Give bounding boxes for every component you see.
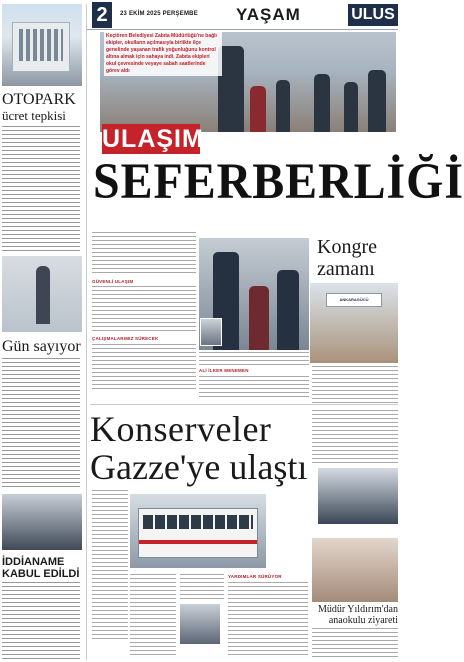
konserve-text-col2	[130, 574, 176, 658]
article-text-col1a	[92, 232, 196, 276]
gazze-headline: Gazze'ye ulaştı	[90, 447, 308, 487]
article-text-col2a	[199, 352, 309, 366]
iddianame-photo	[2, 494, 82, 550]
mudur-title-1: Müdür Yıldırım'dan	[317, 604, 398, 615]
kongre-title-2: zamanı	[317, 258, 375, 280]
section-title: YAŞAM	[236, 5, 301, 24]
newspaper-logo: ULUS	[348, 4, 398, 26]
ankaragucu-banner: ANKARAGÜCÜ	[326, 293, 382, 307]
aid-people-photo	[180, 604, 220, 644]
subhead-yardimlar: YARDIMLAR SÜRÜYOR	[228, 574, 282, 579]
kindergarten-photo	[312, 538, 398, 602]
mudur-body-text	[312, 628, 398, 658]
otopark-headline	[2, 92, 82, 124]
gun-sayiyor-body-text	[2, 358, 80, 490]
issue-date: 23 EKİM 2025 PERŞEMBE	[120, 11, 198, 17]
main-headline: SEFERBERLİĞİ	[93, 154, 464, 210]
kongre-title-1: Kongre	[317, 236, 377, 258]
photo-caption: Keçiören Belediyesi Zabıta Müdürlüğü'ne bağlı ekipler, okulların açılmasıyla birlikte ilçe genelinde yaşanan trafik yoğunluğunu kontrol altına almak için sahaya indi. Zabıta ekipleri okul çevresinde veyaye sabah saatlerinde görev aldı	[104, 32, 222, 76]
kongre-body-text	[312, 366, 398, 406]
otopark-title: OTOPARK	[2, 91, 76, 108]
kongre-headline	[317, 236, 399, 280]
gun-sayiyor-photo	[2, 256, 82, 332]
article-text-col2b	[199, 376, 309, 398]
konserve-text-col3a	[180, 574, 224, 602]
mudur-headline	[312, 604, 398, 626]
parking-photo	[2, 4, 82, 86]
gun-sayiyor-title: Gün sayıyor	[2, 338, 81, 355]
konserve-intro-text	[92, 490, 128, 640]
subhead-ali-ilker: ALİ İLKER MENEMEN	[199, 368, 249, 373]
subhead-calismalar: ÇALIŞMALARIMIZ SÜRECEK	[92, 336, 159, 341]
iddianame-title: İDDİANAME KABUL EDİLDİ	[2, 556, 80, 580]
konserveler-headline: Konserveler	[90, 409, 272, 449]
page-number: 2	[92, 2, 112, 28]
article-text-col1c	[92, 344, 196, 392]
otopark-body-text	[2, 126, 80, 252]
section-divider	[90, 404, 398, 405]
otopark-subtitle: ücret tepkisi	[2, 108, 66, 123]
subhead-guvenli-ulasim: GÜVENLİ ULAŞIM	[92, 279, 134, 284]
mayor-portrait	[200, 318, 222, 346]
aid-bus-photo	[130, 494, 266, 568]
article-text-col1b	[92, 286, 196, 334]
page-header	[86, 2, 398, 30]
kicker-ulasim: ULAŞIM	[102, 125, 204, 153]
mudur-title-2: anaokulu ziyareti	[328, 615, 398, 626]
konserve-text-col4	[228, 582, 308, 658]
school-photo	[318, 468, 398, 524]
iddianame-body-text	[2, 582, 80, 660]
column-divider	[86, 4, 87, 660]
right-text-top	[312, 410, 398, 464]
kongre-photo	[310, 283, 398, 363]
